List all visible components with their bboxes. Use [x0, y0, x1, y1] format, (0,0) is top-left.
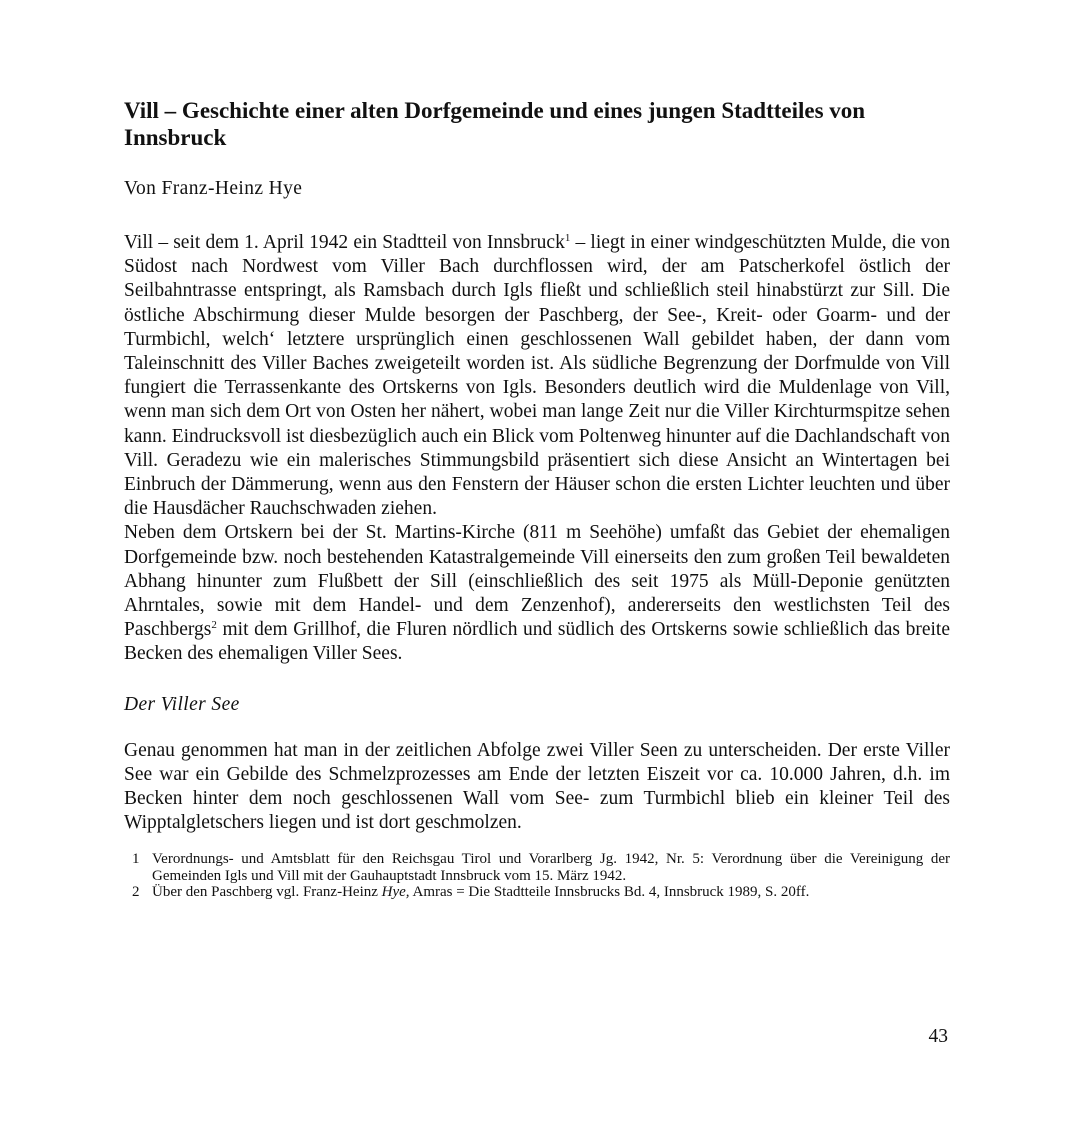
footnote-number: 2 — [132, 884, 140, 901]
section-heading: Der Viller See — [124, 693, 240, 715]
article-author: Von Franz-Heinz Hye — [124, 178, 303, 199]
paragraph-1-text-b: – liegt in einer windgeschützten Mulde, die von Südost nach Nordwest vom Viller Bach durchflossen wird, der am Patscherkofel östlich der Seilbahntrasse entspringt, als Ramsbach durch Igls fließt und schließlich steil hinabstürzt zur Sill. Die östliche Abschirmung dieser Mulde besorgen der Paschberg, der See-, Kreit- oder Goarm- und der Turmbichl, welch‘ letztere ursprünglich einen geschlossenen Wall gebildet haben, der dann vom Taleinschnitt des Viller Baches zweigeteilt worden ist. Als südliche Begrenzung der Dorfmulde von Vill fungiert die Terrassenkante des Ortskerns von Igls. Besonders deutlich wird die Muldenlage von Vill, wenn man sich dem Ort von Osten her nähert, wobei man lange Zeit nur die Viller Kirchturmspitze sehen kann. Eindrucksvoll ist diesbezüglich auch ein Blick vom Poltenweg hinunter auf die Dachlandschaft von Vill. Geradezu wie ein malerisches Stimmungsbild präsentiert sich diese Ansicht an Wintertagen bei Einbruch der Dämmerung, wenn aus den Fenstern der Häuser schon die ersten Lichter leuchten und über die Hausdächer Rauchschwaden ziehen. — [124, 232, 951, 520]
footnote-author-italic: Hye, — [381, 884, 410, 901]
footnote-text: Verordnungs- und Amtsblatt für den Reichsgau Tirol und Vorarlberg Jg. 1942, Nr. 5: Verordnung über die Vereinigung der Gemeinden Igls und Vill mit der Gauhauptstadt Innsbruck vom 15. März 1942. — [152, 851, 950, 884]
paragraph-1-text-a: Vill – seit dem 1. April 1942 ein Stadtteil von Innsbruck — [124, 232, 565, 253]
footnotes — [124, 851, 950, 901]
page-content — [124, 97, 950, 901]
paragraph-2-text-b: mit dem Grillhof, die Fluren nördlich und südlich des Ortskerns sowie schließlich das breite Becken des ehemaligen Viller Sees. — [124, 619, 950, 665]
paragraph-3: Genau genommen hat man in der zeitlichen Abfolge zwei Viller Seen zu unterscheiden. Der erste Viller See war ein Gebilde des Schmelzprozesses am Ende der letzten Eiszeit vor ca. 10.000 Jahren, d.h. im Becken hinter dem noch geschlossenen Wall vom See- zum Turmbichl blieb ein kleiner Teil des Wipptalgletschers liegen und ist dort geschmolzen. — [124, 739, 950, 834]
footnote-1 — [124, 851, 950, 884]
footnote-ref-1: 1 — [564, 232, 571, 244]
footnote-text-a: Über den Paschberg vgl. Franz-Heinz — [152, 884, 382, 901]
paragraph-2 — [124, 521, 950, 666]
paragraph-2-text-a: Neben dem Ortskern bei der St. Martins-Kirche (811 m Seehöhe) umfaßt das Gebiet der ehemaligen Dorfgemeinde bzw. noch bestehenden Katastralgemeinde Vill einerseits den zum großen Teil bewaldeten Abhang hinunter zum Flußbett der Sill (einschließlich des seit 1975 als Müll-Deponie genützten Ahrntales, sowie mit dem Handel- und dem Zenzenhof), andererseits den westlichsten Teil des Paschbergs — [124, 522, 950, 641]
footnote-number: 1 — [132, 851, 140, 868]
page-number: 43 — [928, 1026, 948, 1047]
footnote-2 — [124, 884, 950, 901]
footnote-ref-2: 2 — [211, 619, 217, 632]
article-title: Vill – Geschichte einer alten Dorfgemeinde und eines jungen Stadtteiles von Innsbruck — [124, 98, 866, 150]
paragraph-1 — [124, 231, 950, 521]
footnote-text-b: Amras = Die Stadtteile Innsbrucks Bd. 4, Innsbruck 1989, S. 20ff. — [409, 884, 810, 901]
